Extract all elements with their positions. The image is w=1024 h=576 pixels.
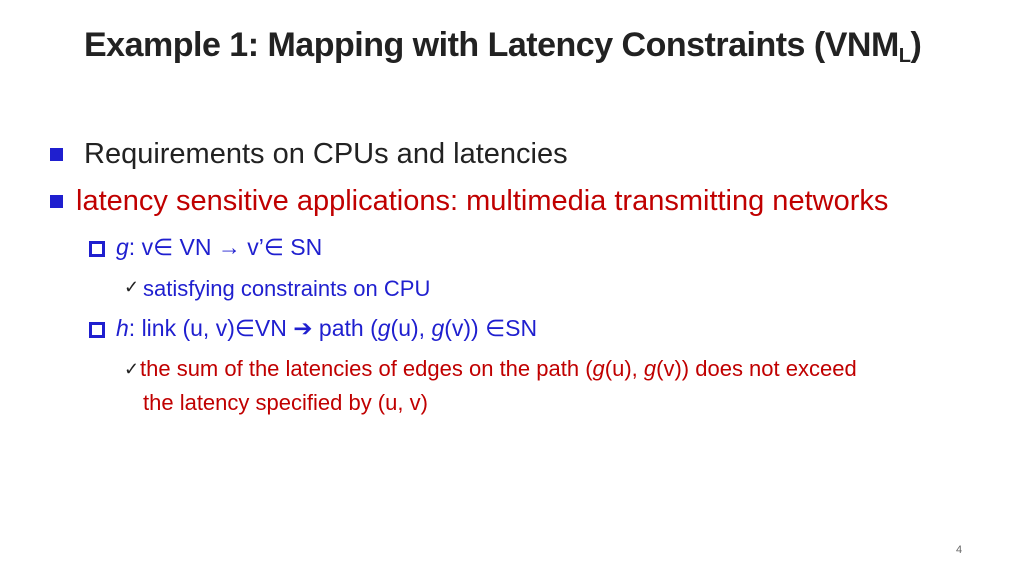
- hollow-square-bullet-icon: [89, 241, 105, 257]
- title-text: Example 1: Mapping with Latency Constraints (VNM: [84, 26, 899, 64]
- h-variable: h: [116, 315, 129, 341]
- square-bullet-icon: [50, 148, 63, 161]
- g-variable: g: [643, 356, 657, 381]
- g-variable: g: [431, 315, 445, 341]
- square-bullet-icon: [50, 195, 63, 208]
- g-variable: g: [116, 234, 129, 260]
- checkmark-icon: ✓: [124, 359, 140, 379]
- slide-title: [84, 26, 921, 68]
- g-variable: g: [592, 356, 605, 381]
- title-close-paren: ): [910, 26, 922, 64]
- checkmark-icon: ✓: [124, 277, 140, 297]
- h-check-line2: the latency specified by (u, v): [143, 390, 428, 415]
- page-number: 4: [956, 544, 963, 556]
- g-mapping-text: : v∈ VN → v’∈ SN: [128, 234, 323, 260]
- hollow-square-bullet-icon: [89, 322, 105, 338]
- bullet-requirements: Requirements on CPUs and latencies: [84, 138, 568, 170]
- h-link-text: : link (u, v)∈VN: [128, 315, 287, 341]
- right-arrow-icon: ➔: [293, 315, 313, 341]
- sub-bullet-g: [116, 234, 322, 261]
- bullet-latency-apps: latency sensitive applications: multimedia transmitting networks: [76, 185, 889, 217]
- sub-bullet-h: [116, 315, 537, 342]
- h-check-mid: (u),: [604, 356, 644, 381]
- g-variable: g: [377, 315, 391, 341]
- h-check-text: [140, 356, 857, 382]
- h-path-text: path (: [312, 315, 378, 341]
- g-check-text: satisfying constraints on CPU: [143, 276, 431, 301]
- title-subscript: L: [898, 45, 911, 67]
- h-path-post: (v)) ∈SN: [444, 315, 538, 341]
- h-path-mid: (u),: [390, 315, 432, 341]
- h-check-pre: the sum of the latencies of edges on the path (: [140, 356, 593, 381]
- h-check-post: (v)) does not exceed: [656, 356, 857, 381]
